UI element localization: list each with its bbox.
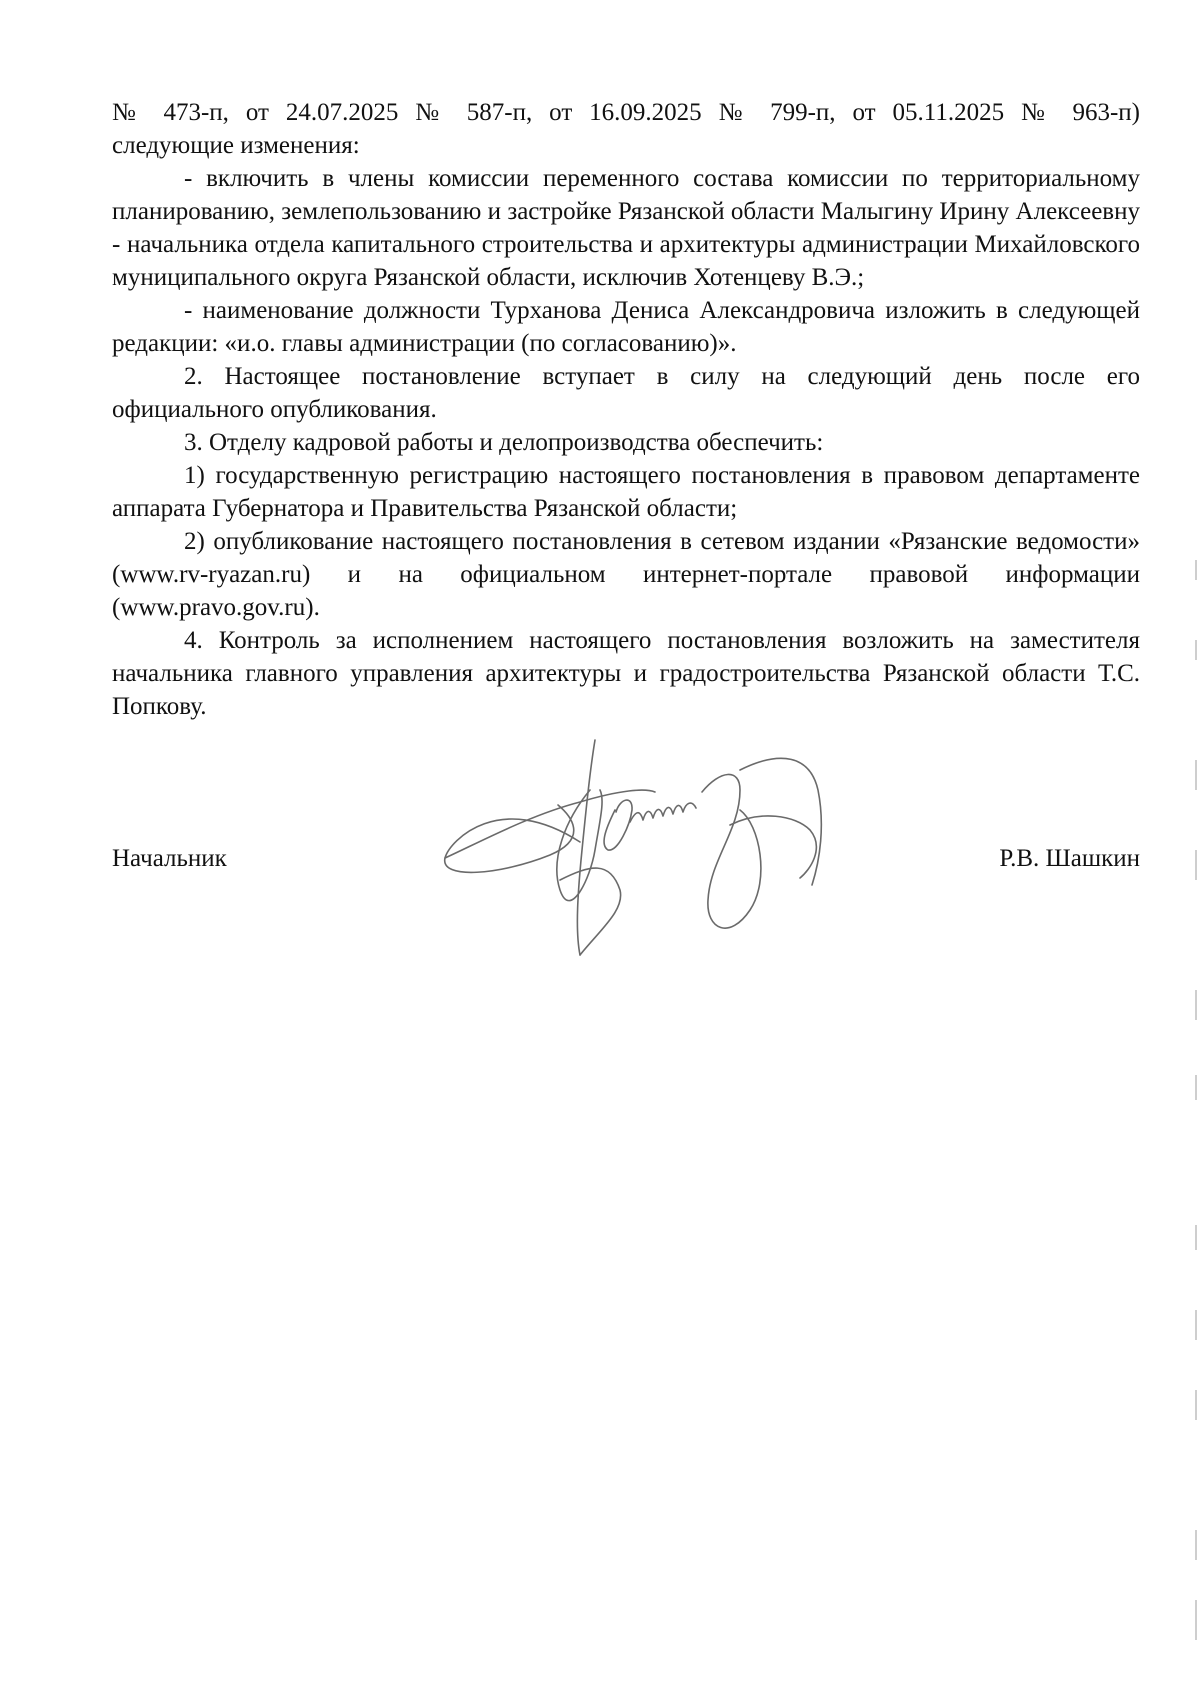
paragraph-publication: 2) опубликование настоящего постановления в сетевом издании «Рязанские ведомости» (www.rv-ryazan.ru) и на официальном интернет-портале правовой информации (www.pravo.gov.ru). <box>112 528 1140 621</box>
paragraph-rename-position: - наименование должности Турханова Дениса Александровича изложить в следующей редакции: «и.о. главы администрации (по согласованию)». <box>112 297 1140 357</box>
paragraph-control: 4. Контроль за исполнением настоящего постановления возложить на заместителя начальника главного управления архитектуры и градостроительства Рязанской области Т.С. Попкову. <box>112 627 1140 720</box>
paragraph-state-registration: 1) государственную регистрацию настоящего постановления в правовом департаменте аппарата Губернатора и Правительства Рязанской области; <box>112 462 1140 522</box>
continuation-line-2: следующие изменения: <box>112 132 360 159</box>
signature-block <box>112 842 1140 882</box>
paragraph-continuation <box>112 96 1140 162</box>
paragraph-include-member: - включить в члены комиссии переменного состава комиссии по территориальному планированию, землепользованию и застройке Рязанской области Малыгину Ирину Алексеевну - начальника отдела капитального строительства и архитектуры администрации Михайловского муниципального округа Рязанской области, исключив Хотенцеву В.Э.; <box>112 165 1140 291</box>
paragraph-hr-department: 3. Отделу кадровой работы и делопроизводства обеспечить: <box>184 429 824 456</box>
scan-edge-marks <box>1188 0 1200 1697</box>
paragraph-entry-into-force: 2. Настоящее постановление вступает в силу на следующий день после его официального опубликования. <box>112 363 1140 423</box>
continuation-line-1: № 473-п, от 24.07.2025 № 587-п, от 16.09.2025 № 799-п, от 05.11.2025 № 963-п) <box>112 99 1140 126</box>
signatory-role: Начальник <box>112 845 227 872</box>
document-body <box>112 96 1140 723</box>
signatory-name: Р.В. Шашкин <box>999 845 1140 872</box>
